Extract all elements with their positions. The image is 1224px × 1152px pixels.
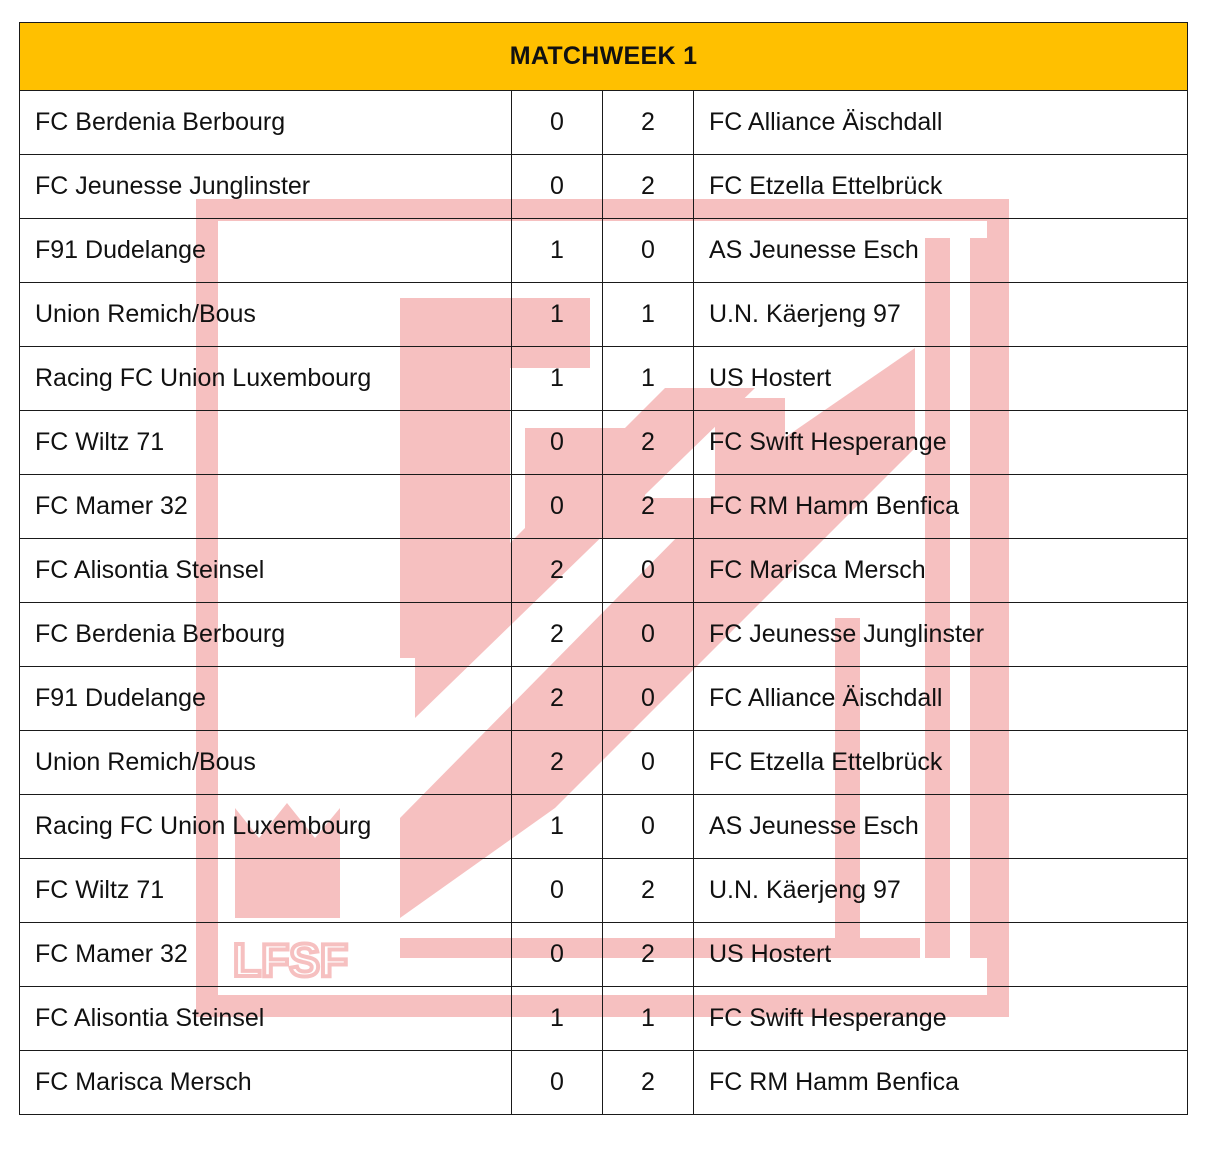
away-team: FC Marisca Mersch <box>694 539 1188 603</box>
home-score: 1 <box>512 283 603 347</box>
match-row <box>20 283 1188 347</box>
away-team: US Hostert <box>694 923 1188 987</box>
match-row <box>20 475 1188 539</box>
match-row <box>20 987 1188 1051</box>
away-score: 2 <box>603 91 694 155</box>
home-team: Racing FC Union Luxembourg <box>20 795 512 859</box>
match-row <box>20 91 1188 155</box>
away-score: 1 <box>603 347 694 411</box>
home-score: 0 <box>512 411 603 475</box>
away-team: FC Etzella Ettelbrück <box>694 155 1188 219</box>
home-team: FC Berdenia Berbourg <box>20 603 512 667</box>
away-team: AS Jeunesse Esch <box>694 219 1188 283</box>
home-team: FC Jeunesse Junglinster <box>20 155 512 219</box>
home-score: 2 <box>512 603 603 667</box>
home-score: 2 <box>512 667 603 731</box>
home-score: 2 <box>512 539 603 603</box>
away-score: 2 <box>603 155 694 219</box>
match-row <box>20 347 1188 411</box>
match-row <box>20 411 1188 475</box>
home-team: F91 Dudelange <box>20 667 512 731</box>
match-row <box>20 219 1188 283</box>
away-team: FC Swift Hesperange <box>694 987 1188 1051</box>
away-score: 0 <box>603 603 694 667</box>
home-score: 0 <box>512 475 603 539</box>
home-team: FC Alisontia Steinsel <box>20 539 512 603</box>
away-team: FC RM Hamm Benfica <box>694 1051 1188 1115</box>
away-score: 0 <box>603 539 694 603</box>
away-team: U.N. Käerjeng 97 <box>694 859 1188 923</box>
match-row <box>20 667 1188 731</box>
away-team: FC Alliance Äischdall <box>694 91 1188 155</box>
away-team: FC Alliance Äischdall <box>694 667 1188 731</box>
home-team: FC Alisontia Steinsel <box>20 987 512 1051</box>
away-score: 0 <box>603 731 694 795</box>
home-score: 1 <box>512 987 603 1051</box>
home-team: FC Mamer 32 <box>20 923 512 987</box>
match-row <box>20 731 1188 795</box>
home-team: FC Marisca Mersch <box>20 1051 512 1115</box>
away-team: U.N. Käerjeng 97 <box>694 283 1188 347</box>
match-row <box>20 155 1188 219</box>
match-row <box>20 603 1188 667</box>
svg-text:LFSF: LFSF <box>233 934 348 986</box>
home-score: 2 <box>512 731 603 795</box>
away-score: 2 <box>603 859 694 923</box>
home-score: 0 <box>512 91 603 155</box>
home-score: 1 <box>512 795 603 859</box>
home-team: Union Remich/Bous <box>20 283 512 347</box>
home-score: 0 <box>512 859 603 923</box>
home-team: Union Remich/Bous <box>20 731 512 795</box>
away-score: 0 <box>603 667 694 731</box>
match-row <box>20 923 1188 987</box>
away-score: 2 <box>603 475 694 539</box>
away-team: FC Jeunesse Junglinster <box>694 603 1188 667</box>
match-row <box>20 1051 1188 1115</box>
home-team: FC Mamer 32 <box>20 475 512 539</box>
away-score: 1 <box>603 283 694 347</box>
away-score: 0 <box>603 795 694 859</box>
home-score: 0 <box>512 923 603 987</box>
home-team: F91 Dudelange <box>20 219 512 283</box>
away-team: AS Jeunesse Esch <box>694 795 1188 859</box>
header-row <box>20 23 1188 91</box>
away-team: FC Swift Hesperange <box>694 411 1188 475</box>
home-score: 1 <box>512 347 603 411</box>
matchweek-title: MATCHWEEK 1 <box>20 23 1188 91</box>
away-team: FC Etzella Ettelbrück <box>694 731 1188 795</box>
home-score: 0 <box>512 1051 603 1115</box>
match-row <box>20 795 1188 859</box>
home-team: FC Berdenia Berbourg <box>20 91 512 155</box>
away-score: 0 <box>603 219 694 283</box>
match-row <box>20 859 1188 923</box>
match-list <box>20 91 1188 1115</box>
matchweek-results-table <box>19 22 1188 1115</box>
away-score: 1 <box>603 987 694 1051</box>
away-score: 2 <box>603 1051 694 1115</box>
away-team: US Hostert <box>694 347 1188 411</box>
home-team: FC Wiltz 71 <box>20 411 512 475</box>
match-row <box>20 539 1188 603</box>
home-team: Racing FC Union Luxembourg <box>20 347 512 411</box>
away-score: 2 <box>603 923 694 987</box>
home-team: FC Wiltz 71 <box>20 859 512 923</box>
home-score: 0 <box>512 155 603 219</box>
away-score: 2 <box>603 411 694 475</box>
home-score: 1 <box>512 219 603 283</box>
away-team: FC RM Hamm Benfica <box>694 475 1188 539</box>
